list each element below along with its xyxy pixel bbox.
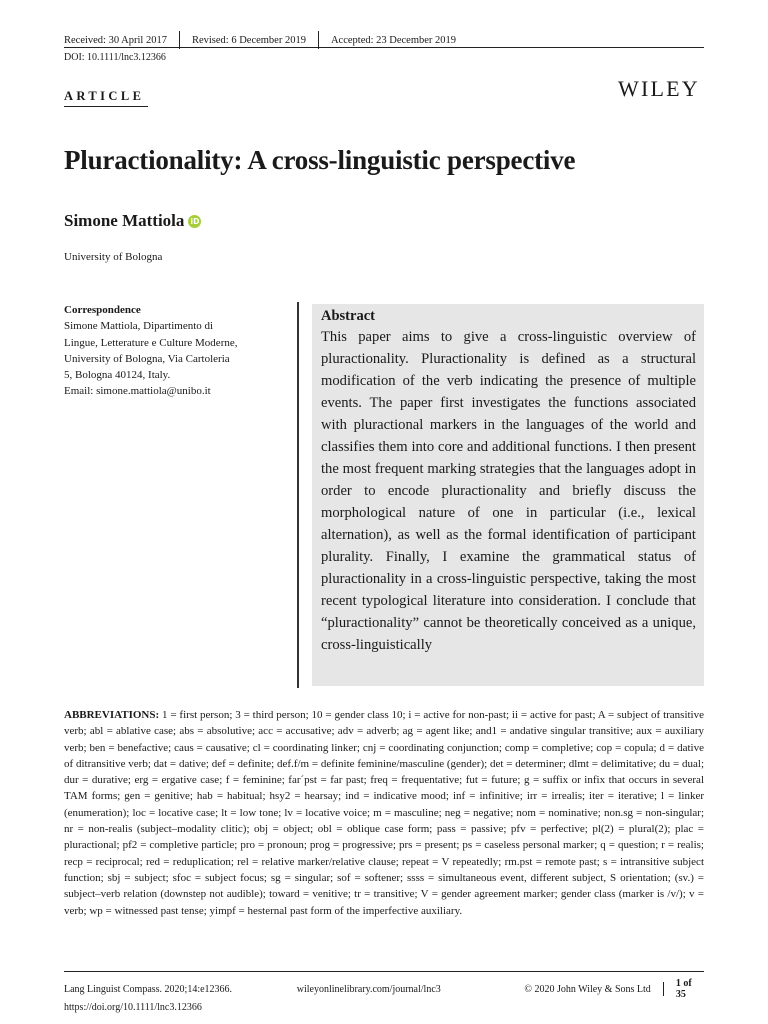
correspondence [64,302,286,400]
correspondence-heading: Correspondence [64,304,141,316]
journal-url[interactable]: wileyonlinelibrary.com/journal/lnc3 [296,983,441,995]
correspondence-line: Lingue, Letterature e Culture Moderne, [64,336,238,349]
doi[interactable]: DOI: 10.1111/lnc3.12366 [64,52,166,63]
footer-divider [663,982,664,996]
correspondence-line: 5, Bologna 40124, Italy. [64,369,171,382]
correspondence-line: Simone Mattiola, Dipartimento di [64,320,214,333]
abbreviations [64,707,704,919]
affiliation: University of Bologna [64,251,163,263]
publisher-logo: WILEY [618,76,700,101]
header-rule [64,47,704,48]
orcid-icon[interactable]: iD [188,215,201,228]
column-divider [297,302,299,688]
abbreviations-text: 1 = first person; 3 = third person; 10 = gender class 10; i = active for non-past; ii = active for past; A = subject of transitive verb; abl = ablative case; abs = absolutive; acc = accusative; adv = adverb; ag = agent like; and1 = andative singular transitive; aux = auxiliary verb; ben = benefactive; caus = causative; cl = coordinating linker; cnj = coordinating conjunction; comp = completive; cop = copula; d = dative of ditransitive verb; dat = dative; def = definite; def.f/m = definite feminine/masculine (gender); det = determiner; dlmt = delimitative; du = dual; dur = durative; erg = ergative case; f = feminine; far´pst = far past; freq = frequentative; fut = future; g = suffix or infix that occurs in several TAM forms; gen = genitive; hab = habitual; hsy2 = hearsay; ind = indicative mood; inf = infinitive; irr = irrealis; iter = iterative; l = linker (enumeration); loc = locative case; lt = low tone; lv = locative voice; m = masculine; neg = negative; nom = nominative; non.sg = non-singular; nr = non-realis (subject–modality clitic); obj = object; obl = oblique case form; pass = passive; pfv = perfective; pl(2) = plural(2); plac = pluractional; pf2 = completive particle; pro = pronoun; prog = progressive; prs = present; ps = caseless personal marker; q = question; r = realis; recp = reciprocal; red = reduplication; rel = relative marker/relative clause; repeat = V repeatedly; rm.pst = remote past; s = intransitive subject function; sbj = subject; sfoc = subject focus; sg = singular; sof = softener; ssss = simultaneous event, different subject, S orientation; (sv.) = subject–verb relation (downstep not audible); toward = venitive; tr = transitive; V = gender agreement marker; gender class (marker is /v/); v = verb; wp = witnessed past tense; yimpf = hesternal past form of the imperfective auxiliary. [64,709,704,917]
paper-title: Pluractionality: A cross-linguistic perspective [64,145,576,175]
footer [64,978,704,1013]
journal-citation: Lang Linguist Compass. 2020;14:e12366. [64,983,233,995]
section-underline [64,106,148,107]
correspondence-line: University of Bologna, Via Cartoleria [64,352,230,365]
revised-date: Revised: 6 December 2019 [191,34,306,46]
footer-doi[interactable]: https://doi.org/10.1111/lnc3.12366 [64,1002,202,1013]
abstract-text: This paper aims to give a cross-linguistic overview of pluractionality. Pluractionality is defined as a structural modification of the verb indicating the presence of multiple events. The paper first investigates the functions associated with pluractional markers in the languages of the world and classifies them into core and additional functions. I then present the most frequent marking strategies that the languages adopt in order to encode pluractionality and briefly discuss the morphological nature of one in particular (i.e., lexical alternation), as well as the formal identification of participant plurality. Finally, I examine the grammatical status of pluractionality in a cross-linguistic perspective, taking the most recent typological literature into consideration. I conclude that “pluractionality” cannot be theoretically conceived as a unique, cross-linguistically [321,329,696,653]
received-date: Received: 30 April 2017 [64,34,167,46]
author-name: Simone Mattiola [64,211,185,230]
page-number: 1 of 35 [675,978,692,1000]
correspondence-email[interactable]: Email: simone.mattiola@unibo.it [64,385,211,398]
copyright: © 2020 John Wiley & Sons Ltd [524,983,651,995]
abbreviations-label: ABBREVIATIONS: [64,709,160,721]
accepted-date: Accepted: 23 December 2019 [330,34,457,46]
section-label: ARTICLE [64,89,145,103]
abstract-box [312,304,704,686]
author [64,211,201,231]
abstract-heading: Abstract [321,308,375,324]
footer-rule [64,971,704,972]
